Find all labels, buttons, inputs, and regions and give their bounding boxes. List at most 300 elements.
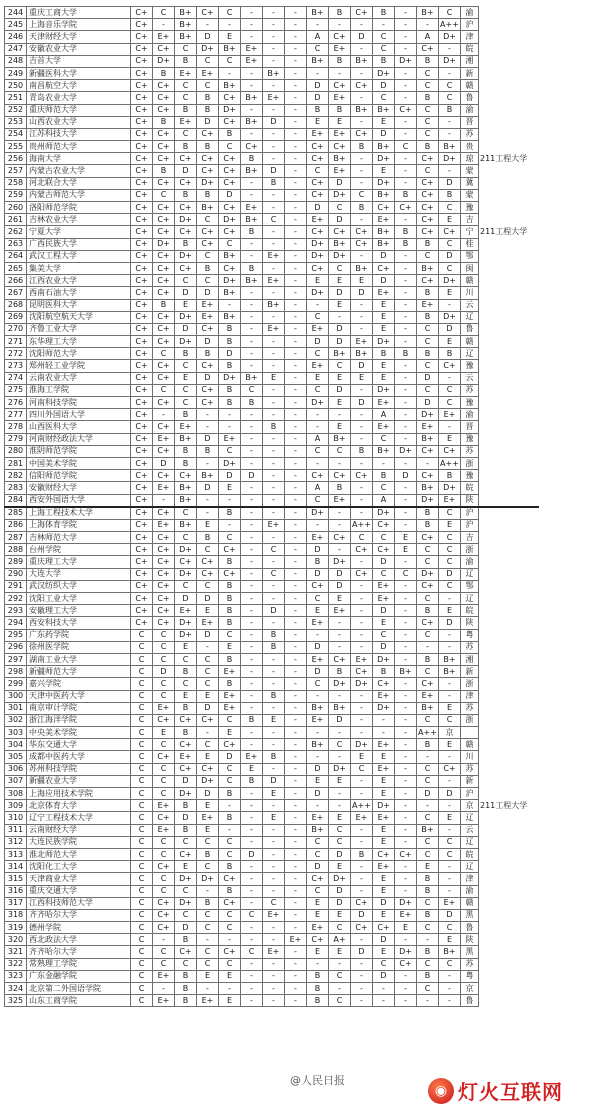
grade-cell: C xyxy=(417,67,439,79)
grade-cell: C xyxy=(131,848,153,860)
grade-cell: C xyxy=(219,629,241,641)
grade-cell: D xyxy=(241,470,263,482)
grade-cell: C+ xyxy=(131,323,153,335)
grade-cell: C+ xyxy=(175,262,197,274)
table-row xyxy=(5,751,539,763)
grade-cell: A++ xyxy=(351,519,373,531)
grade-cell: C xyxy=(373,433,395,445)
grade-cell: D xyxy=(439,323,461,335)
grade-cell: D xyxy=(373,80,395,92)
grade-cell: - xyxy=(351,605,373,617)
region-cell: 赣 xyxy=(461,275,479,287)
region-cell: 赣 xyxy=(461,739,479,751)
grade-cell: B xyxy=(263,751,285,763)
grade-cell: E+ xyxy=(329,128,351,140)
grade-cell: - xyxy=(439,43,461,55)
grade-cell: C+ xyxy=(417,189,439,201)
grade-cell: C+ xyxy=(153,323,175,335)
grade-cell: D xyxy=(373,250,395,262)
grade-cell: - xyxy=(351,556,373,568)
grade-cell: C xyxy=(197,909,219,921)
grade-cell: - xyxy=(285,336,307,348)
rank-cell: 312 xyxy=(5,836,27,848)
grade-cell: D+ xyxy=(175,629,197,641)
grade-cell: B xyxy=(395,189,417,201)
grade-cell: B xyxy=(219,617,241,629)
region-cell: 苏 xyxy=(461,763,479,775)
grade-cell: C+ xyxy=(131,43,153,55)
grade-cell: C xyxy=(395,568,417,580)
grade-cell: D+ xyxy=(329,873,351,885)
rank-cell: 305 xyxy=(5,751,27,763)
grade-cell: C+ xyxy=(175,714,197,726)
grade-cell: C+ xyxy=(373,544,395,556)
grade-cell: D+ xyxy=(175,568,197,580)
grade-cell: E xyxy=(219,995,241,1007)
grade-cell: D xyxy=(351,397,373,409)
grade-cell: C+ xyxy=(197,763,219,775)
region-cell: 云 xyxy=(461,299,479,311)
grade-cell: B xyxy=(263,177,285,189)
rank-cell: 315 xyxy=(5,873,27,885)
grade-cell: C+ xyxy=(153,336,175,348)
grade-cell: C xyxy=(175,532,197,544)
grade-cell: C+ xyxy=(131,617,153,629)
grade-cell: C+ xyxy=(175,946,197,958)
grade-cell: C+ xyxy=(131,67,153,79)
note-cell xyxy=(479,43,539,55)
grade-cell: C+ xyxy=(153,568,175,580)
grade-cell: - xyxy=(263,958,285,970)
note-cell xyxy=(479,751,539,763)
grade-cell: B xyxy=(175,445,197,457)
grade-cell: E+ xyxy=(307,922,329,934)
university-name-cell: 山西医科大学 xyxy=(27,421,131,433)
grade-cell: B xyxy=(219,384,241,396)
grade-cell: C+ xyxy=(153,445,175,457)
region-cell: 苏 xyxy=(461,702,479,714)
region-cell: 皖 xyxy=(461,605,479,617)
grade-cell: C xyxy=(417,983,439,995)
table-row xyxy=(5,177,539,189)
grade-cell: - xyxy=(395,275,417,287)
university-name-cell: 沈阳工业大学 xyxy=(27,593,131,605)
grade-cell: C+ xyxy=(131,226,153,238)
grade-cell: E+ xyxy=(263,323,285,335)
grade-cell: E xyxy=(329,775,351,787)
grade-cell: C xyxy=(241,946,263,958)
table-row xyxy=(5,409,539,421)
grade-cell: C xyxy=(131,873,153,885)
grade-cell: C xyxy=(307,445,329,457)
grade-cell: C+ xyxy=(197,397,219,409)
grade-cell: - xyxy=(351,177,373,189)
grade-cell: - xyxy=(307,751,329,763)
grade-cell: - xyxy=(285,92,307,104)
grade-cell: - xyxy=(351,507,373,520)
rank-cell: 321 xyxy=(5,946,27,958)
grade-cell: 京 xyxy=(439,727,461,739)
grade-cell: - xyxy=(395,153,417,165)
grade-cell: - xyxy=(263,934,285,946)
grade-cell: C xyxy=(417,80,439,92)
rank-cell: 291 xyxy=(5,580,27,592)
grade-cell: E xyxy=(307,275,329,287)
grade-cell: D+ xyxy=(329,678,351,690)
grade-cell: B xyxy=(307,556,329,568)
grade-cell: C+ xyxy=(219,262,241,274)
grade-cell: B xyxy=(219,360,241,372)
grade-cell: B xyxy=(351,445,373,457)
grade-cell: - xyxy=(417,457,439,469)
grade-cell: - xyxy=(263,739,285,751)
grade-cell: - xyxy=(263,433,285,445)
grade-cell: B xyxy=(175,824,197,836)
university-name-cell: 西安外国语大学 xyxy=(27,494,131,507)
grade-cell: E xyxy=(219,727,241,739)
grade-cell: C xyxy=(329,995,351,1007)
table-row xyxy=(5,226,539,238)
grade-cell: E+ xyxy=(307,812,329,824)
region-cell: 湘 xyxy=(461,653,479,665)
grade-cell: C xyxy=(439,92,461,104)
grade-cell: C+ xyxy=(153,92,175,104)
rank-cell: 257 xyxy=(5,165,27,177)
grade-cell: D+ xyxy=(219,372,241,384)
grade-cell: B xyxy=(417,970,439,982)
grade-cell: C xyxy=(131,922,153,934)
grade-cell: E xyxy=(175,861,197,873)
grade-cell: E xyxy=(197,751,219,763)
table-row xyxy=(5,897,539,909)
grade-cell: E xyxy=(307,775,329,787)
grade-cell: C+ xyxy=(417,617,439,629)
grade-cell: C+ xyxy=(219,897,241,909)
grade-cell: - xyxy=(263,800,285,812)
university-name-cell: 上海工程技术大学 xyxy=(27,507,131,520)
grade-cell: - xyxy=(373,457,395,469)
table-row xyxy=(5,457,539,469)
grade-cell: B xyxy=(417,946,439,958)
grade-cell: C xyxy=(219,532,241,544)
grade-cell: - xyxy=(285,360,307,372)
region-cell: 京 xyxy=(461,800,479,812)
grade-cell: C xyxy=(153,739,175,751)
university-name-cell: 云南财经大学 xyxy=(27,824,131,836)
university-name-cell: 广东药学院 xyxy=(27,629,131,641)
grade-cell: B+ xyxy=(417,702,439,714)
grade-cell: C xyxy=(417,360,439,372)
university-name-cell: 沈阳航空航天大学 xyxy=(27,311,131,323)
grade-cell: D xyxy=(373,934,395,946)
grade-cell: C+ xyxy=(175,556,197,568)
grade-cell: - xyxy=(285,922,307,934)
grade-cell: C+ xyxy=(351,897,373,909)
grade-cell: D xyxy=(439,250,461,262)
grade-cell: D xyxy=(197,593,219,605)
grade-cell: C xyxy=(131,897,153,909)
grade-cell: - xyxy=(439,800,461,812)
table-row xyxy=(5,128,539,140)
grade-cell: C+ xyxy=(395,958,417,970)
grade-cell: D xyxy=(351,287,373,299)
grade-cell: C+ xyxy=(307,153,329,165)
grade-cell: C+ xyxy=(131,397,153,409)
grade-cell: - xyxy=(263,532,285,544)
note-cell xyxy=(479,836,539,848)
grade-cell: E xyxy=(373,617,395,629)
grade-cell: C xyxy=(197,275,219,287)
region-cell: 赣 xyxy=(461,336,479,348)
grade-cell: C+ xyxy=(131,445,153,457)
grade-cell: - xyxy=(263,848,285,860)
grade-cell: - xyxy=(219,934,241,946)
grade-cell: D+ xyxy=(329,250,351,262)
table-row xyxy=(5,214,539,226)
grade-cell: - xyxy=(351,482,373,494)
grade-cell: C xyxy=(131,763,153,775)
grade-cell: - xyxy=(219,19,241,31)
region-cell: 京 xyxy=(461,983,479,995)
grade-cell: C xyxy=(219,922,241,934)
grade-cell: C xyxy=(373,568,395,580)
grade-cell: C+ xyxy=(153,141,175,153)
grade-cell: E+ xyxy=(175,605,197,617)
grade-cell: C xyxy=(153,946,175,958)
grade-cell: B xyxy=(197,104,219,116)
table-row xyxy=(5,580,539,592)
table-row xyxy=(5,189,539,201)
grade-cell: E xyxy=(373,751,395,763)
grade-cell: E xyxy=(329,275,351,287)
grade-cell: C+ xyxy=(219,177,241,189)
grade-cell: C+ xyxy=(131,605,153,617)
grade-cell: C xyxy=(131,690,153,702)
grade-cell: A xyxy=(373,409,395,421)
grade-cell: - xyxy=(329,67,351,79)
grade-cell: B xyxy=(241,397,263,409)
grade-cell: - xyxy=(285,836,307,848)
grade-cell: D+ xyxy=(329,189,351,201)
grade-cell: - xyxy=(241,189,263,201)
grade-cell: E+ xyxy=(395,909,417,921)
note-cell xyxy=(479,678,539,690)
grade-cell: - xyxy=(285,104,307,116)
grade-cell: E xyxy=(329,946,351,958)
grade-cell: - xyxy=(285,43,307,55)
grade-cell: D+ xyxy=(373,702,395,714)
grade-cell: C+ xyxy=(395,104,417,116)
grade-cell: B xyxy=(439,104,461,116)
table-row xyxy=(5,836,539,848)
grade-cell: C xyxy=(417,629,439,641)
grade-cell: - xyxy=(351,67,373,79)
grade-cell: - xyxy=(263,653,285,665)
table-row xyxy=(5,934,539,946)
grade-cell: C+ xyxy=(197,128,219,140)
grade-cell: C+ xyxy=(417,43,439,55)
grade-cell: - xyxy=(395,482,417,494)
note-cell xyxy=(479,702,539,714)
grade-cell: - xyxy=(263,836,285,848)
rank-cell: 258 xyxy=(5,177,27,189)
grade-cell: - xyxy=(351,714,373,726)
grade-cell: C xyxy=(131,836,153,848)
grade-cell: - xyxy=(329,617,351,629)
grade-cell: C xyxy=(307,311,329,323)
grade-cell: C+ xyxy=(219,116,241,128)
grade-cell: C xyxy=(417,104,439,116)
university-name-cell: 内蒙古农业大学 xyxy=(27,165,131,177)
grade-cell: - xyxy=(395,92,417,104)
grade-cell: - xyxy=(395,287,417,299)
table-row xyxy=(5,336,539,348)
rank-cell: 251 xyxy=(5,92,27,104)
grade-cell: - xyxy=(241,519,263,531)
grade-cell: C xyxy=(439,922,461,934)
table-row xyxy=(5,641,539,653)
grade-cell: - xyxy=(197,421,219,433)
grade-cell: C+ xyxy=(329,532,351,544)
grade-cell: - xyxy=(351,299,373,311)
grade-cell: C+ xyxy=(131,580,153,592)
rank-cell: 306 xyxy=(5,763,27,775)
grade-cell: D xyxy=(329,885,351,897)
note-cell xyxy=(479,690,539,702)
university-name-cell: 成都中医药大学 xyxy=(27,751,131,763)
grade-cell: B xyxy=(307,995,329,1007)
rank-cell: 310 xyxy=(5,812,27,824)
grade-cell: B xyxy=(175,666,197,678)
grade-cell: C xyxy=(153,885,175,897)
grade-cell: - xyxy=(373,995,395,1007)
grade-cell: C+ xyxy=(175,763,197,775)
grade-cell: - xyxy=(351,970,373,982)
grade-cell: E+ xyxy=(263,946,285,958)
grade-cell: C xyxy=(263,897,285,909)
region-cell: 粤 xyxy=(461,629,479,641)
grade-cell: - xyxy=(351,727,373,739)
grade-cell: - xyxy=(285,323,307,335)
grade-cell: C+ xyxy=(131,421,153,433)
grade-cell: - xyxy=(285,544,307,556)
grade-cell: - xyxy=(307,421,329,433)
grade-cell: C xyxy=(373,958,395,970)
grade-cell: - xyxy=(329,641,351,653)
grade-cell: B xyxy=(197,92,219,104)
grade-cell: - xyxy=(153,494,175,507)
rank-cell: 264 xyxy=(5,250,27,262)
grade-cell: - xyxy=(395,763,417,775)
table-row xyxy=(5,141,539,153)
grade-cell: C+ xyxy=(417,678,439,690)
grade-cell: D xyxy=(307,80,329,92)
grade-cell: B xyxy=(263,641,285,653)
grade-cell: B+ xyxy=(307,739,329,751)
grade-cell: B xyxy=(417,605,439,617)
grade-cell: E xyxy=(175,690,197,702)
grade-cell: C+ xyxy=(373,922,395,934)
grade-cell: C+ xyxy=(131,299,153,311)
grade-cell: D xyxy=(175,922,197,934)
grade-cell: B xyxy=(307,970,329,982)
grade-cell: E xyxy=(329,116,351,128)
grade-cell: C xyxy=(417,165,439,177)
grade-cell: - xyxy=(285,67,307,79)
grade-cell: B+ xyxy=(351,262,373,274)
grade-cell: D xyxy=(219,189,241,201)
grade-cell: B xyxy=(175,457,197,469)
grade-cell: C+ xyxy=(131,202,153,214)
grade-cell: E+ xyxy=(373,763,395,775)
grade-cell: D+ xyxy=(153,238,175,250)
grade-cell: - xyxy=(263,31,285,43)
grade-cell: D+ xyxy=(307,397,329,409)
university-name-cell: 嘉兴学院 xyxy=(27,678,131,690)
grade-cell: B xyxy=(329,666,351,678)
grade-cell: - xyxy=(241,348,263,360)
grade-cell: C xyxy=(175,653,197,665)
grade-cell: C+ xyxy=(373,519,395,531)
grade-cell: C+ xyxy=(131,457,153,469)
university-name-cell: 江西农业大学 xyxy=(27,275,131,287)
grade-cell: - xyxy=(285,812,307,824)
grade-cell: E+ xyxy=(373,287,395,299)
grade-cell: B xyxy=(175,970,197,982)
note-cell xyxy=(479,519,539,531)
region-cell: 鄂 xyxy=(461,580,479,592)
grade-cell: C xyxy=(153,836,175,848)
grade-cell: C+ xyxy=(219,92,241,104)
grade-cell: - xyxy=(395,885,417,897)
grade-cell: - xyxy=(285,617,307,629)
grade-cell: B+ xyxy=(329,702,351,714)
grade-cell: - xyxy=(241,812,263,824)
table-row xyxy=(5,666,539,678)
grade-cell: D+ xyxy=(439,311,461,323)
note-cell xyxy=(479,995,539,1007)
grade-cell: C xyxy=(131,666,153,678)
grade-cell: B xyxy=(351,202,373,214)
grade-cell: - xyxy=(351,311,373,323)
site-logo xyxy=(428,1076,563,1105)
grade-cell: - xyxy=(395,7,417,19)
grade-cell: - xyxy=(241,666,263,678)
grade-cell: D xyxy=(329,177,351,189)
grade-cell: B xyxy=(175,348,197,360)
note-cell xyxy=(479,885,539,897)
grade-cell: C+ xyxy=(153,262,175,274)
note-cell xyxy=(479,983,539,995)
grade-cell: C+ xyxy=(417,275,439,287)
grade-cell: D+ xyxy=(197,873,219,885)
table-row xyxy=(5,605,539,617)
grade-cell: - xyxy=(395,19,417,31)
grade-cell: B+ xyxy=(175,494,197,507)
grade-cell: D+ xyxy=(153,55,175,67)
grade-cell: C+ xyxy=(307,262,329,274)
grade-cell: - xyxy=(285,775,307,787)
grade-cell: E+ xyxy=(153,824,175,836)
grade-cell: - xyxy=(329,788,351,800)
grade-cell: D xyxy=(417,397,439,409)
rank-cell: 260 xyxy=(5,202,27,214)
grade-cell: B+ xyxy=(241,92,263,104)
university-name-cell: 湖南工业大学 xyxy=(27,653,131,665)
grade-cell: C xyxy=(175,92,197,104)
grade-cell: - xyxy=(351,885,373,897)
grade-cell: B xyxy=(219,397,241,409)
